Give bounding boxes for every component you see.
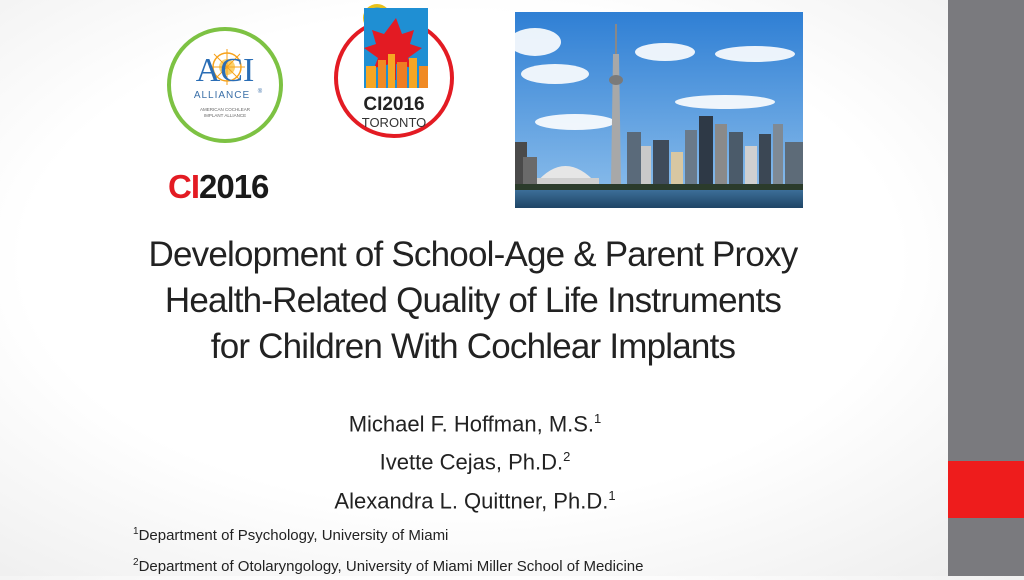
ci-year: 2016 — [199, 168, 269, 205]
aci-alliance-logo — [165, 25, 285, 145]
ci2016-toronto-logo — [330, 0, 458, 148]
aci-subtext-1: AMERICAN COCHLEAR — [199, 107, 251, 112]
aci-acronym: ACI — [195, 52, 255, 89]
toronto-city: TORONTO — [361, 115, 427, 130]
author-item — [300, 479, 650, 517]
sidebar-accent — [948, 461, 1024, 518]
author-list — [300, 402, 650, 517]
author-name: Alexandra L. Quittner, Ph.D. — [334, 487, 609, 513]
author-name: Ivette Cejas, Ph.D. — [379, 449, 564, 475]
toronto-ci2016: CI2016 — [363, 94, 425, 115]
affiliation-list — [133, 518, 643, 580]
affiliation-text: Department of Otolaryngology, University of Miami Miller School of Medicine — [138, 558, 644, 575]
author-affiliation-mark: 1 — [608, 487, 616, 503]
affiliation-item — [133, 518, 643, 549]
author-item — [300, 440, 650, 478]
aci-registered-mark: ® — [257, 89, 263, 95]
ci2016-caption — [168, 168, 268, 206]
title-line: Development of School-Age & Parent Proxy — [148, 235, 798, 274]
title-line: Health-Related Quality of Life Instruments — [164, 281, 782, 320]
author-affiliation-mark: 2 — [563, 449, 571, 465]
affiliation-item — [133, 549, 643, 580]
author-item — [300, 402, 650, 440]
affiliation-mark: 2 — [133, 557, 139, 568]
author-affiliation-mark: 1 — [594, 411, 602, 426]
affiliation-mark: 1 — [133, 526, 139, 537]
page-title — [98, 232, 848, 370]
aci-subtext-2: IMPLANT ALLIANCE — [203, 113, 247, 118]
affiliation-text: Department of Psychology, University of Miami — [138, 527, 449, 544]
toronto-skyline-photo — [515, 12, 803, 208]
ci-prefix: CI — [168, 168, 199, 205]
aci-alliance-word: ALLIANCE — [193, 90, 251, 101]
author-name: Michael F. Hoffman, M.S. — [348, 411, 595, 437]
title-line: for Children With Cochlear Implants — [210, 327, 736, 366]
